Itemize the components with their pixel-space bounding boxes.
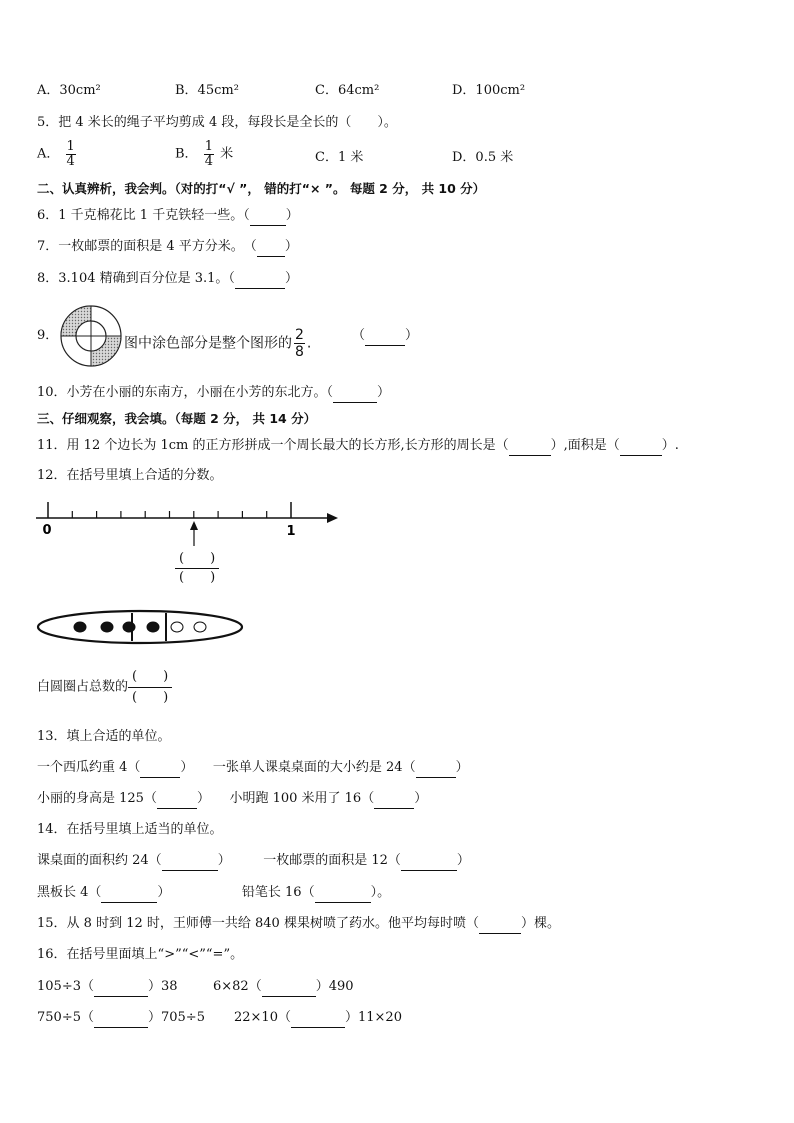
q13-r1b: ） 一张单人课桌桌面的大小约是 24（ [180,760,416,775]
q5-a-num: 1 [66,139,75,154]
q5-option-a [37,140,78,169]
q16-row-1-right [213,978,354,997]
q5-a-den: 4 [66,154,75,169]
q6-answer-blank[interactable] [250,207,286,226]
q9-question: 图中涂色部分是整个图形的 [124,335,292,352]
q9-paren-close: ） [405,328,419,343]
q12-answer-num[interactable]: ( ) [175,550,219,569]
q14-row-1 [37,852,470,871]
q15 [37,915,560,934]
q9-answer-blank[interactable] [365,327,405,346]
q4-option-a: A．30cm² [37,83,101,98]
black-bead [123,622,135,632]
q5-option-c: C．1 米 [315,150,364,165]
q16-r2d: ）11×20 [344,1010,402,1025]
q13-r1c: ） [455,760,469,775]
q12-white-num[interactable]: ( ) [128,667,172,688]
q6-close: ） [285,208,299,223]
q14-pencil-blank[interactable] [315,884,371,903]
q15-answer-blank[interactable] [479,915,521,934]
q14-stem: 14．在括号里填上适当的单位。 [37,822,223,837]
number-line-label-1: 1 [286,524,296,538]
q13-row-1 [37,759,469,778]
q8-answer-blank[interactable] [235,270,285,289]
q11-perimeter-blank[interactable] [509,437,551,456]
q5-b-unit: 米 [220,146,234,162]
q7-close: ） [284,239,298,254]
q6 [37,207,299,226]
q5-a-label: A． [37,146,60,162]
q11 [37,437,679,456]
q5-a-fraction [66,140,76,169]
q13-r2b: ） 小明跑 100 米用了 16（ [196,791,375,806]
q16-compare-blank-3[interactable] [94,1009,148,1028]
q13-stem: 13．填上合适的单位。 [37,729,171,744]
q9-frac-den: 8 [295,344,304,360]
q16-r1a: 105÷3（ [37,979,94,994]
q12-stem: 12．在括号里填上合适的分数。 [37,468,223,483]
number-line-arrowhead [327,513,338,523]
q16-compare-blank-1[interactable] [94,978,148,997]
q14-board-blank[interactable] [101,884,157,903]
q8-close: ） [284,271,298,286]
q16-row-2-left [37,1009,205,1028]
q4-option-b: B．45cm² [175,83,239,98]
bead-oval-figure [36,608,248,646]
q16-row-1-left [37,978,178,997]
q10-text: 10．小芳在小丽的东南方，小丽在小芳的东北方。（ [37,385,334,400]
q5-stem: 5．把 4 米长的绳子平均剪成 4 段，每段长是全长的（ ）。 [37,115,397,130]
q6-text: 6．1 千克棉花比 1 千克铁轻一些。（ [37,208,250,223]
number-line-ticks [48,502,291,518]
q16-compare-blank-4[interactable] [291,1009,345,1028]
q5-b-label: B． [175,146,198,162]
q16-r2a: 750÷5（ [37,1010,94,1025]
q16-row-2-right [234,1009,402,1028]
up-arrow-icon [180,520,208,550]
white-bead [171,622,183,632]
q4-option-d: D．100cm² [452,83,526,98]
section-3-heading: 三、仔细观察，我会填。（每题 2 分， 共 14 分） [37,411,317,426]
q9-number: 9． [37,328,59,343]
black-bead [147,622,159,632]
q14-stamp-blank[interactable] [401,852,457,871]
q14-r2c: ）。 [370,885,391,900]
q9-frac-num: 2 [295,327,304,343]
q16-r1d: ）490 [315,979,354,994]
q5-option-b [175,140,233,169]
q12-white-den[interactable]: ( ) [132,690,169,705]
q13-row-2 [37,790,427,809]
q10-answer-blank[interactable] [333,384,377,403]
q9-dot: . [306,335,312,352]
q16-r1c: 6×82（ [213,979,262,994]
q10 [37,384,390,403]
q12-fraction-answer [175,550,219,587]
q13-r2c: ） [414,791,428,806]
q13-height-blank[interactable] [157,790,197,809]
q13-desk-blank[interactable] [416,759,456,778]
q16-stem: 16．在括号里面填上“>”“<”“=”。 [37,947,244,962]
q16-r2c: 22×10（ [234,1010,291,1025]
q14-r1c: ） [456,853,470,868]
q14-row-2 [37,884,390,903]
q9-answer [352,327,418,346]
q16-r1b: ）38 [147,979,178,994]
q8 [37,270,298,289]
q4-option-c: C．64cm² [315,83,380,98]
q14-desk-blank[interactable] [162,852,218,871]
q10-close: ） [377,385,391,400]
q11-text-a: 11．用 12 个边长为 1cm 的正方形拼成一个周长最大的长方形,长方形的周长是（ [37,438,509,453]
number-line-label-0: 0 [42,523,52,538]
q9-paren-open: （ [352,328,366,343]
q16-r2b: ）705÷5 [147,1010,205,1025]
q13-watermelon-blank[interactable] [140,759,180,778]
q16-compare-blank-2[interactable] [262,978,316,997]
q8-text: 8．3.104 精确到百分位是 3.1。（ [37,271,235,286]
q11-text-c: ）. [661,438,679,453]
white-bead [194,622,206,632]
q5-option-d: D．0.5 米 [452,150,514,165]
q5-b-num: 1 [204,139,213,154]
q7-answer-blank[interactable] [257,238,285,257]
q9-fraction [294,327,305,360]
q5-b-den: 4 [204,154,213,169]
q9-circle-figure [59,304,123,368]
q11-text-b: ）,面积是（ [550,438,620,453]
q7-text: 7．一枚邮票的面积是 4 平方分米。 （ [37,239,257,254]
q14-r1a: 课桌面的面积约 24（ [37,853,162,868]
q11-area-blank[interactable] [620,437,662,456]
q12-white-fraction [128,667,172,708]
q9-text [124,327,311,360]
q5-b-fraction [204,140,214,169]
section-2-heading: 二、认真辨析，我会判。（对的打“√ ”， 错的打“× ”。 每题 2 分， 共 10 分） [37,181,486,196]
q14-r1b: ） 一枚邮票的面积是 12（ [217,853,401,868]
q14-r2b: ） 铅笔长 16（ [157,885,315,900]
q15-text-a: 15．从 8 时到 12 时，王师傅一共给 840 棵果树喷了药水。他平均每时喷（ [37,916,479,931]
black-bead [74,622,86,632]
q7 [37,238,298,257]
q12-white-circles [37,667,172,708]
q12-white-label: 白圆圈占总数的 [37,679,129,695]
q13-r2a: 小丽的身高是 125（ [37,791,157,806]
q12-answer-den[interactable]: ( ) [179,570,216,585]
black-bead [101,622,113,632]
q14-r2a: 黑板长 4（ [37,885,102,900]
q15-text-b: ）棵。 [520,916,560,931]
q13-r1a: 一个西瓜约重 4（ [37,760,141,775]
q13-run-blank[interactable] [374,790,414,809]
